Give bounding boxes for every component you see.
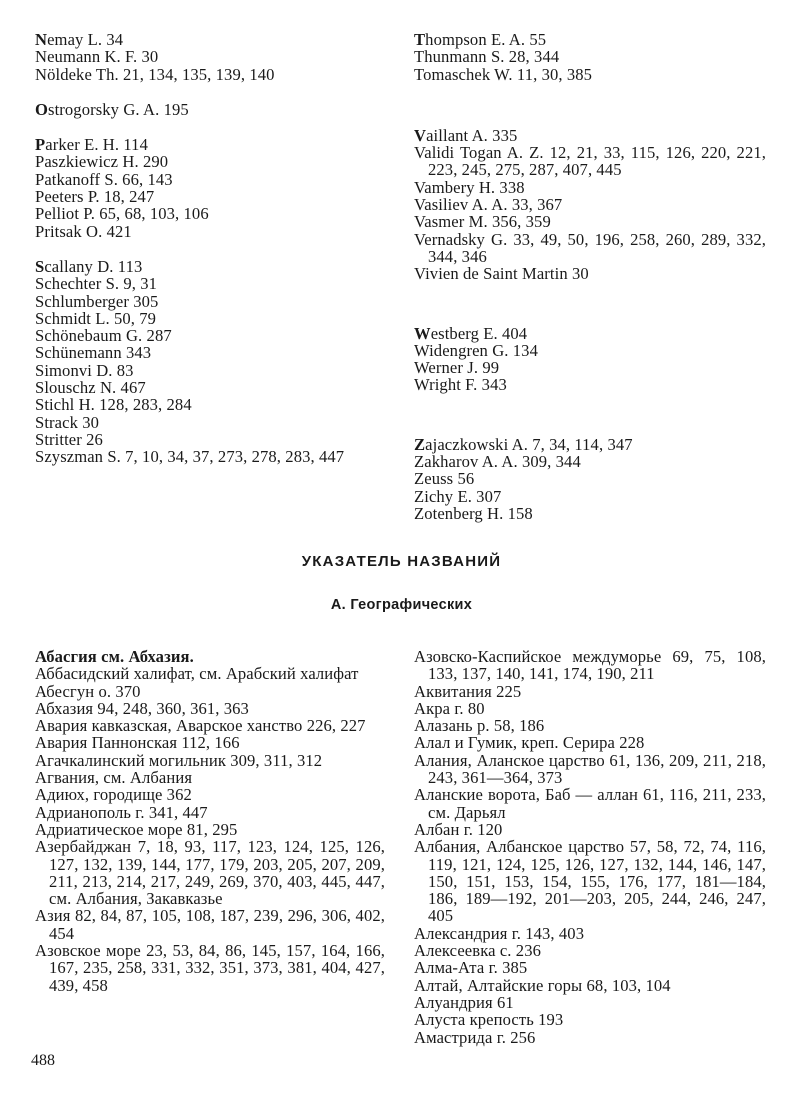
index-entry: Алуандрия 61 [414, 992, 514, 1012]
index-entry: Алазань р. 58, 186 [414, 716, 545, 736]
index-entry: Pelliot P. 65, 68, 103, 106 [35, 204, 209, 224]
index-entry: Nemay L. 34 [35, 30, 124, 49]
index-entry: Vasmer M. 356, 359 [414, 212, 551, 232]
index-entry: Алма-Ата г. 385 [414, 958, 528, 978]
index-letter-group [35, 31, 387, 83]
index-entry: Албания, Албанское царство 57, 58, 72, 74, 116, 119, 121, 124, 125, 126, 127, 132, 144, 146, 147, 150, 151, 153, 154, 155, 176, 177, 181—184, 186, 189—192, 201—203, 205, 244, 246, 247, 405 [414, 837, 766, 926]
index-entry: Zakharov A. A. 309, 344 [414, 452, 581, 472]
subsection-title: А. Географических [330, 597, 473, 613]
index-entry: Tomaschek W. 11, 30, 385 [414, 64, 593, 84]
index-entry: Nöldeke Th. 21, 134, 135, 139, 140 [35, 64, 275, 84]
index-entry: Абхазия 94, 248, 360, 361, 363 [35, 698, 249, 718]
index-entry: Scallany D. 113 [35, 256, 143, 276]
index-entry: Vasiliev A. A. 33, 367 [414, 195, 563, 215]
index-entry: Zajaczkowski A. 7, 34, 114, 347 [414, 434, 633, 454]
index-entry: Аквитания 225 [414, 681, 522, 701]
index-letter-group [414, 325, 766, 394]
index-entry: Vernadsky G. 33, 49, 50, 196, 258, 260, 289, 332, 344, 346 [414, 229, 766, 266]
index-entry: Алал и Гумик, креп. Серира 228 [414, 733, 645, 753]
index-entry: Авария Паннонская 112, 166 [35, 733, 240, 753]
index-entry: Werner J. 99 [414, 358, 500, 378]
index-entry: Neumann K. F. 30 [35, 47, 159, 67]
index-entry: Parker E. H. 114 [35, 135, 148, 155]
index-entry: Peeters P. 18, 247 [35, 187, 155, 207]
name-index-column-right [414, 31, 766, 522]
name-index-column-left [35, 31, 387, 466]
index-entry: Агвания, см. Албания [35, 768, 193, 788]
index-entry: Азербайджан 7, 18, 93, 117, 123, 124, 125, 126, 127, 132, 139, 144, 177, 179, 203, 205, 207, 209, 211, 213, 214, 217, 249, 269, 370, 403, 445, 447, см. Албания, Закавказье [35, 837, 385, 909]
geo-index-column-left [35, 648, 385, 994]
index-entry: Patkanoff S. 66, 143 [35, 169, 173, 189]
index-letter-group [35, 101, 387, 118]
index-entry: Pritsak O. 421 [35, 221, 132, 241]
index-entry: Stritter 26 [35, 429, 103, 449]
index-letter-group [414, 31, 766, 83]
index-entry: Validi Togan A. Z. 12, 21, 33, 115, 126, 220, 221, 223, 245, 275, 287, 407, 445 [414, 143, 766, 180]
index-entry: Vambery H. 338 [414, 177, 525, 197]
index-entry: Аббасидский халифат, см. Арабский халифат [35, 664, 359, 684]
index-entry: Thunmann S. 28, 344 [414, 47, 560, 67]
index-entry: Schlumberger 305 [35, 291, 159, 311]
index-entry: Vaillant A. 335 [414, 125, 518, 145]
index-entry: Schünemann 343 [35, 343, 152, 363]
index-entry: Zichy E. 307 [414, 486, 502, 506]
page-number: 488 [31, 1052, 55, 1069]
index-entry: Акра г. 80 [414, 698, 485, 718]
index-entry: Алтай, Алтайские горы 68, 103, 104 [414, 975, 671, 995]
index-entry: Азовско-Каспийское междуморье 69, 75, 108, 133, 137, 140, 141, 174, 190, 211 [414, 647, 766, 684]
index-entry: Szyszman S. 7, 10, 34, 37, 273, 278, 283, 447 [35, 447, 345, 467]
index-entry: Westberg E. 404 [414, 323, 528, 343]
index-entry: Азовское море 23, 53, 84, 86, 145, 157, 164, 166, 167, 235, 258, 331, 332, 351, 373, 381, 404, 427, 439, 458 [35, 941, 385, 995]
index-entry: Амастрида г. 256 [414, 1027, 536, 1047]
index-entry: Schmidt L. 50, 79 [35, 308, 157, 328]
index-entry: Агачкалинский могильник 309, 311, 312 [35, 750, 323, 770]
index-entry: Wright F. 343 [414, 375, 507, 395]
index-letter-group [35, 258, 387, 466]
index-entry: Адиюх, городище 362 [35, 785, 192, 805]
index-entry: Албан г. 120 [414, 819, 503, 839]
index-entry: Адриатическое море 81, 295 [35, 819, 238, 839]
index-entry: Абасгия см. Абхазия. [35, 647, 194, 666]
section-title: УКАЗАТЕЛЬ НАЗВАНИЙ [301, 553, 502, 570]
index-entry: Аланские ворота, Баб — аллан 61, 116, 211, 233, см. Дарьял [414, 785, 766, 822]
index-entry: Zeuss 56 [414, 469, 475, 489]
index-letter-group [35, 136, 387, 240]
index-entry: Widengren G. 134 [414, 340, 538, 360]
index-entry: Strack 30 [35, 412, 100, 432]
geo-index-column-right [414, 648, 766, 1046]
index-entry: Paszkiewicz H. 290 [35, 152, 169, 172]
index-entry: Адрианополь г. 341, 447 [35, 802, 208, 822]
index-entry: Stichl H. 128, 283, 284 [35, 395, 192, 415]
index-entry: Simonvi D. 83 [35, 360, 134, 380]
index-entry: Slouschz N. 467 [35, 378, 146, 398]
index-entry: Zotenberg H. 158 [414, 503, 533, 523]
index-entry: Азия 82, 84, 87, 105, 108, 187, 239, 296, 306, 402, 454 [35, 906, 385, 943]
index-entry: Schechter S. 9, 31 [35, 274, 158, 294]
index-entry: Vivien de Saint Martin 30 [414, 264, 589, 284]
index-entry: Авария кавказская, Аварское ханство 226, 227 [35, 716, 366, 736]
index-entry: Алуста крепость 193 [414, 1010, 564, 1030]
index-letter-group [414, 127, 766, 283]
index-entry: Абесгун о. 370 [35, 681, 141, 701]
index-entry: Александрия г. 143, 403 [414, 923, 585, 943]
index-entry: Thompson E. A. 55 [414, 30, 547, 49]
index-entry: Ostrogorsky G. A. 195 [35, 99, 189, 119]
index-entry: Алексеевка с. 236 [414, 941, 541, 961]
index-letter-group [414, 436, 766, 522]
index-entry: Алания, Аланское царство 61, 136, 209, 211, 218, 243, 361—364, 373 [414, 750, 766, 788]
index-entry: Schönebaum G. 287 [35, 326, 172, 346]
